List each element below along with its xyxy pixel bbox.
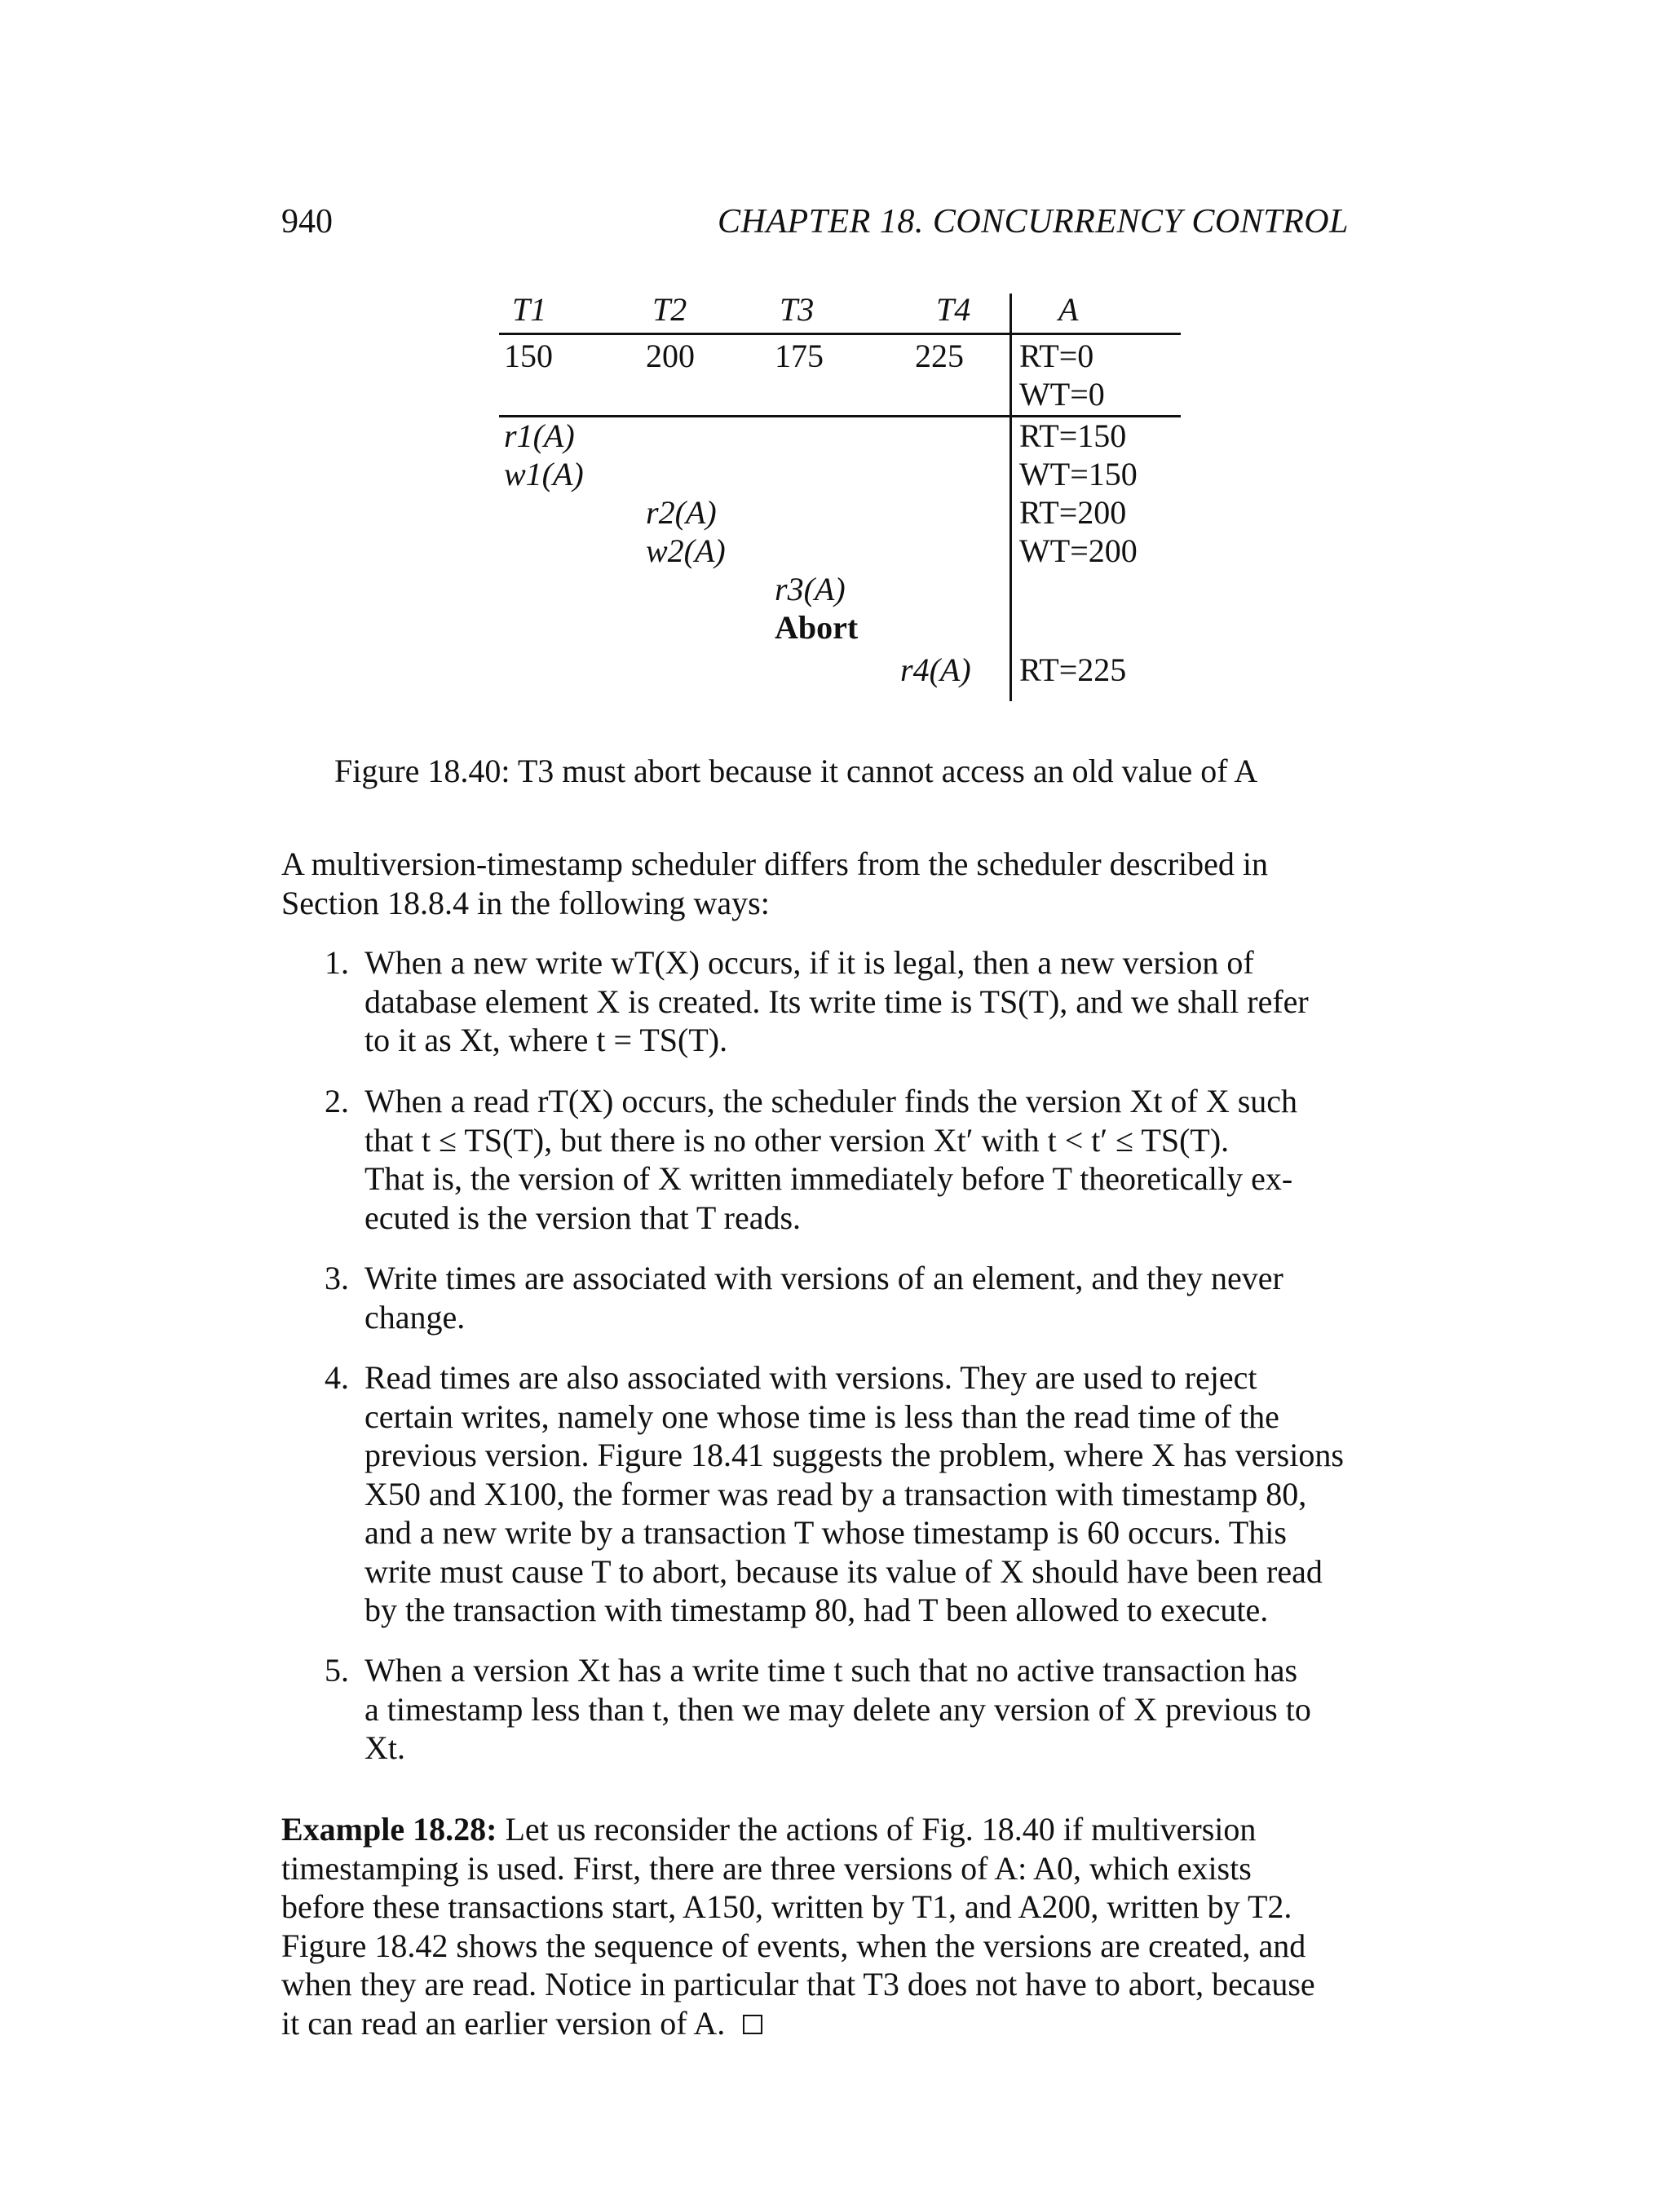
column-header-t2: T2 <box>652 291 687 328</box>
action-r3: r3(A) <box>775 571 846 607</box>
list-item-line: X50 and X100, the former was read by a transaction with timestamp 80, <box>364 1475 1307 1512</box>
column-header-t3: T3 <box>780 291 815 328</box>
end-of-proof-box-icon <box>743 2015 762 2034</box>
example-line: timestamping is used. First, there are three versions of A: A0, which exists <box>281 1849 1252 1887</box>
list-item-line: and a new write by a transaction T whose timestamp is 60 occurs. This <box>364 1514 1287 1551</box>
intro-paragraph <box>281 845 1398 922</box>
timestamp-t2: 200 <box>646 338 695 374</box>
timestamp-t1: 150 <box>504 338 553 374</box>
action-w1: w1(A) <box>504 456 584 492</box>
list-item-line: Xt. <box>364 1729 405 1766</box>
list-item <box>364 1651 1400 1768</box>
list-item <box>364 1082 1400 1237</box>
timestamp-t4: 225 <box>915 338 964 374</box>
a-wt-150: WT=150 <box>1019 456 1138 492</box>
timestamp-t3: 175 <box>775 338 824 374</box>
a-rt-225: RT=225 <box>1019 651 1127 688</box>
list-item-line: When a version Xt has a write time t such that no active transaction has <box>364 1652 1298 1689</box>
list-item-number: 3. <box>325 1260 349 1296</box>
list-item-line: When a read rT(X) occurs, the scheduler finds the version Xt of X such <box>364 1083 1298 1119</box>
list-item-line: Read times are also associated with versions. They are used to reject <box>364 1359 1257 1396</box>
list-item-line: a timestamp less than t, then we may delete any version of X previous to <box>364 1690 1311 1728</box>
column-header-a: A <box>1058 291 1079 328</box>
list-item-number: 5. <box>325 1652 349 1689</box>
action-r4: r4(A) <box>900 651 971 688</box>
list-item-number: 2. <box>325 1083 349 1119</box>
example-line: before these transactions start, A150, written by T1, and A200, written by T2. <box>281 1888 1292 1925</box>
example-line: it can read an earlier version of A. <box>281 2004 726 2042</box>
action-r2: r2(A) <box>646 494 717 531</box>
column-header-t1: T1 <box>512 291 547 328</box>
list-item-number: 1. <box>325 944 349 981</box>
action-abort: Abort <box>775 609 859 646</box>
list-item-number: 4. <box>325 1359 349 1396</box>
chapter-title: CHAPTER 18. CONCURRENCY CONTROL <box>718 203 1349 241</box>
list-item-line: that t ≤ TS(T), but there is no other version Xt′ with t < t′ ≤ TS(T). <box>364 1121 1230 1159</box>
example-paragraph <box>281 1810 1400 2042</box>
header-rule <box>499 333 1181 335</box>
a-initial-rt: RT=0 <box>1019 338 1094 374</box>
example-label: Example 18.28: <box>281 1811 497 1848</box>
action-w2: w2(A) <box>646 532 726 569</box>
list-item-line: That is, the version of X written immediately before T theoretically ex- <box>364 1160 1293 1197</box>
column-header-t4: T4 <box>936 291 971 328</box>
list-item-line: Write times are associated with versions of an element, and they never <box>364 1260 1283 1296</box>
list-item <box>364 1259 1400 1336</box>
column-divider <box>1010 294 1012 701</box>
example-line: Let us reconsider the actions of Fig. 18.40 if multiversion <box>505 1811 1257 1848</box>
example-line: Figure 18.42 shows the sequence of events, when the versions are created, and <box>281 1927 1306 1964</box>
a-wt-200: WT=200 <box>1019 532 1138 569</box>
intro-line: Section 18.8.4 in the following ways: <box>281 884 770 921</box>
a-rt-150: RT=150 <box>1019 417 1127 454</box>
a-initial-wt: WT=0 <box>1019 376 1105 413</box>
figure-caption: Figure 18.40: T3 must abort because it cannot access an old value of A <box>334 753 1258 789</box>
list-item-line: by the transaction with timestamp 80, had T been allowed to execute. <box>364 1592 1269 1628</box>
list-item-line: certain writes, namely one whose time is less than the read time of the <box>364 1397 1279 1435</box>
list-item-line: write must cause T to abort, because its value of X should have been read <box>364 1552 1323 1590</box>
list-item <box>364 1358 1400 1630</box>
list-item-line: to it as Xt, where t = TS(T). <box>364 1022 728 1058</box>
list-item-line: database element X is created. Its write time is TS(T), and we shall refer <box>364 982 1309 1020</box>
list-item-line: When a new write wT(X) occurs, if it is legal, then a new version of <box>364 944 1254 981</box>
a-rt-200: RT=200 <box>1019 494 1127 531</box>
list-item-line: ecuted is the version that T reads. <box>364 1199 802 1236</box>
list-item-line: previous version. Figure 18.41 suggests the problem, where X has versions <box>364 1437 1344 1473</box>
list-item-line: change. <box>364 1298 466 1336</box>
intro-line: A multiversion-timestamp scheduler differs from the scheduler described in <box>281 846 1269 882</box>
example-line: when they are read. Notice in particular that T3 does not have to abort, because <box>281 1966 1315 2002</box>
list-item <box>364 943 1400 1060</box>
action-r1: r1(A) <box>504 417 575 454</box>
page-number: 940 <box>281 203 333 241</box>
